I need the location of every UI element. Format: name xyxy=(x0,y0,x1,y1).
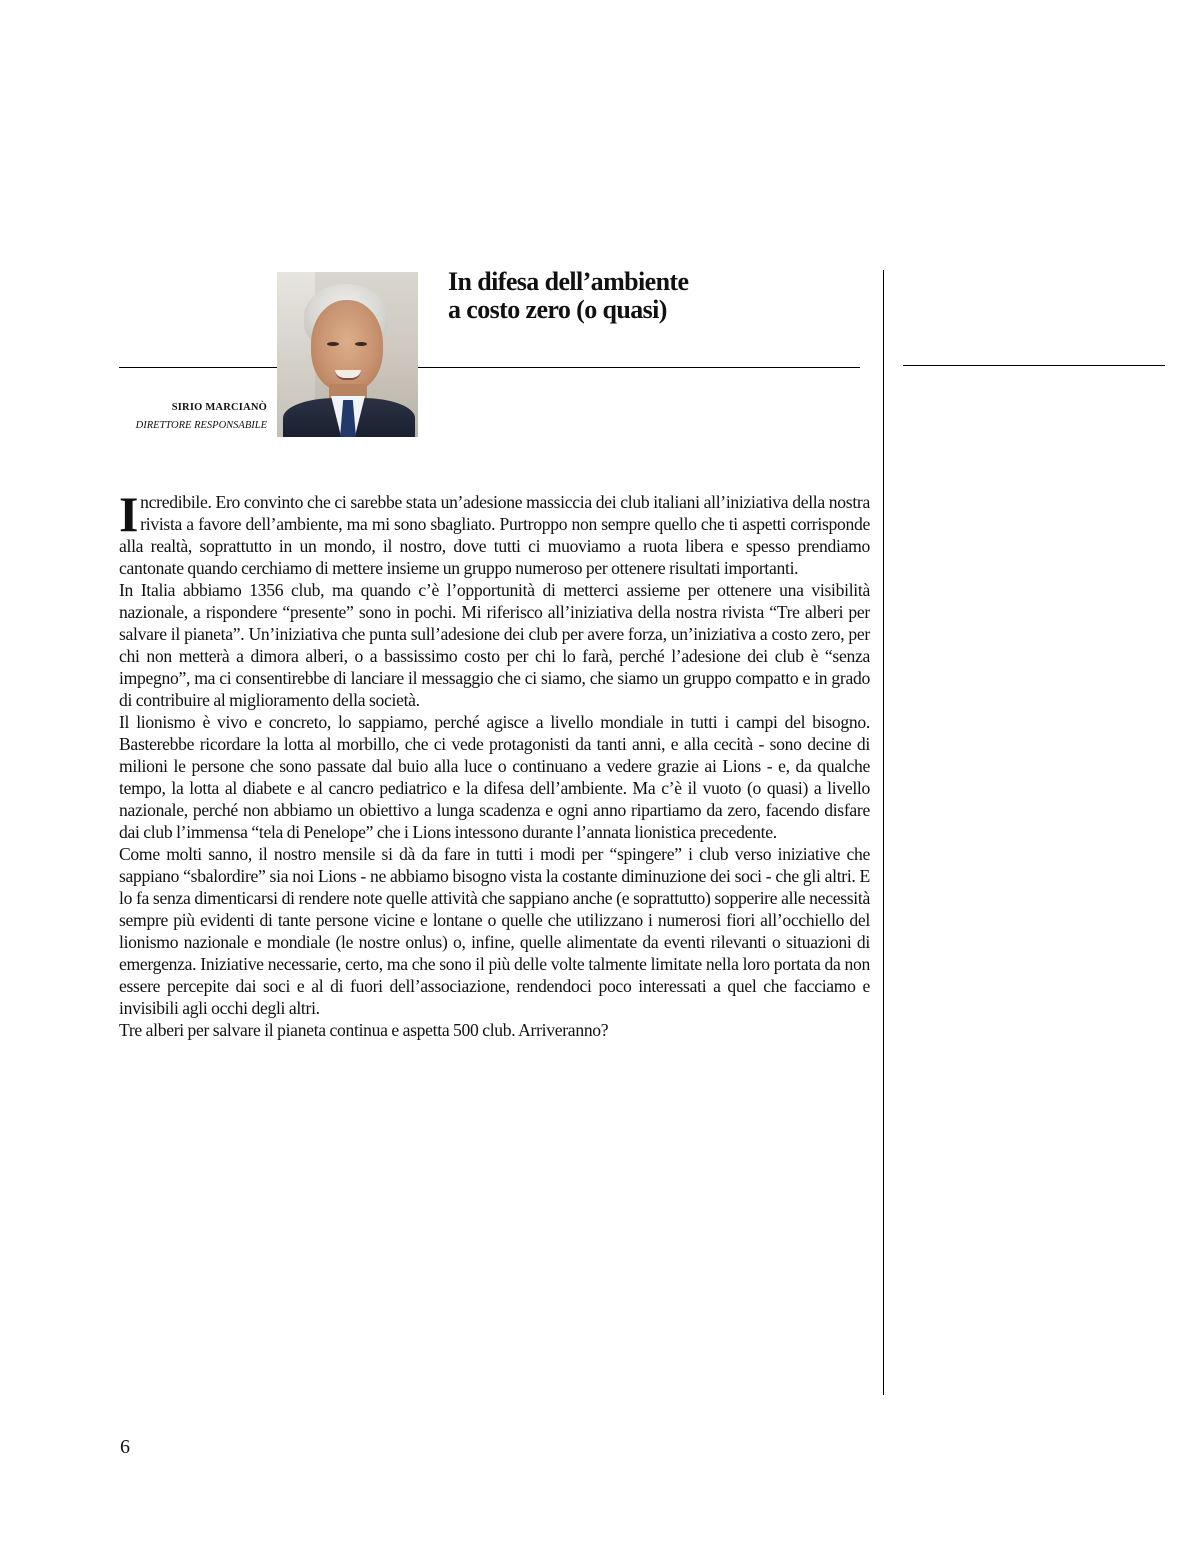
article-title xyxy=(448,268,868,324)
author-photo xyxy=(277,272,418,437)
paragraph-4: Come molti sanno, il nostro mensile si dà da fare in tutti i modi per “spingere” i club verso iniziative che sappiano “sbalordire” sia noi Lions - ne abbiamo bisogno vista la costante diminuzione dei soci - che gli altri. E lo fa senza dimenticarsi di rendere note quelle attività che sappiano anche (e soprattutto) sopperire alle necessità sempre più evidenti di tante persone vicine e lontane o quelle che utilizzano i numerosi fiori all’occhiello del lionismo nazionale e mondiale (le nostre onlus) o, infine, quelle alimentate da eventi rilevanti o situazioni di emergenza. Iniziative necessarie, certo, ma che sono il più delle volte talmente limitate nella loro portata da non essere percepite dai soci e al di fuori dell’associazione, rendendoci poco interessati a quel che facciamo e invisibili agli occhi degli altri. xyxy=(119,844,870,1018)
article-title-line-1: In difesa dell’ambiente xyxy=(448,267,689,296)
page-number: 6 xyxy=(120,1436,130,1458)
article-body xyxy=(119,486,870,1041)
header-rule-left xyxy=(119,367,860,368)
paragraph-2: In Italia abbiamo 1356 club, ma quando c’è l’opportunità di metterci assieme per ottenere una visibilità nazionale, a rispondere “presente” sono in pochi. Mi riferisco all’iniziativa della nostra rivista “Tre alberi per salvare il pianeta”. Un’iniziativa che punta sull’adesione dei club per avere forza, un’iniziativa a costo zero, per chi non metterà a dimora alberi, o a bassissimo costo per chi lo farà, perché l’adesione dei club è “senza impegno”, ma ci consentirebbe di lanciare il messaggio che ci siamo, che siamo un gruppo compatto e in grado di contribuire al miglioramento della società. xyxy=(119,580,870,710)
paragraph-1-text: ncredibile. Ero convinto che ci sarebbe stata un’adesione massiccia dei club italiani all’iniziativa della nostra rivista a favore dell’ambiente, ma mi sono sbagliato. Purtroppo non sempre quello che ti aspetti corrisponde alla realtà, soprattutto in un mondo, il nostro, dove tutti ci muoviamo a ruota libera e spesso prendiamo cantonate quando cerchiamo di mettere insieme un gruppo numeroso per ottenere risultati importanti. xyxy=(119,492,870,578)
paragraph-5: Tre alberi per salvare il pianeta continua e aspetta 500 club. Arriveranno? xyxy=(119,1020,609,1040)
author-role: DIRETTORE RESPONSABILE xyxy=(135,420,267,431)
paragraph-3: Il lionismo è vivo e concreto, lo sappiamo, perché agisce a livello mondiale in tutti i campi del bisogno. Basterebbe ricordare la lotta al morbillo, che ci vede protagonisti da tanti anni, e alla cecità - sono decine di milioni le persone che sono passate dal buio alla luce o continuano a vedere grazie ai Lions - e, da qualche tempo, la lotta al diabete e al cancro pediatrico e la difesa dell’ambiente. Ma c’è il vuoto (o quasi) a livello nazionale, perché non abbiamo un obiettivo a lunga scadenza e ogni anno ripartiamo da zero, facendo disfare dai club l’immensa “tela di Penelope” che i Lions intessono durante l’annata lionistica precedente. xyxy=(119,712,870,842)
column-divider xyxy=(883,270,884,1395)
author-name: SIRIO MARCIANÒ xyxy=(171,402,267,413)
header-rule-right xyxy=(903,365,1165,366)
article-title-line-2: a costo zero (o quasi) xyxy=(448,295,667,324)
drop-cap: I xyxy=(119,486,139,542)
paragraph-1 xyxy=(119,486,870,579)
